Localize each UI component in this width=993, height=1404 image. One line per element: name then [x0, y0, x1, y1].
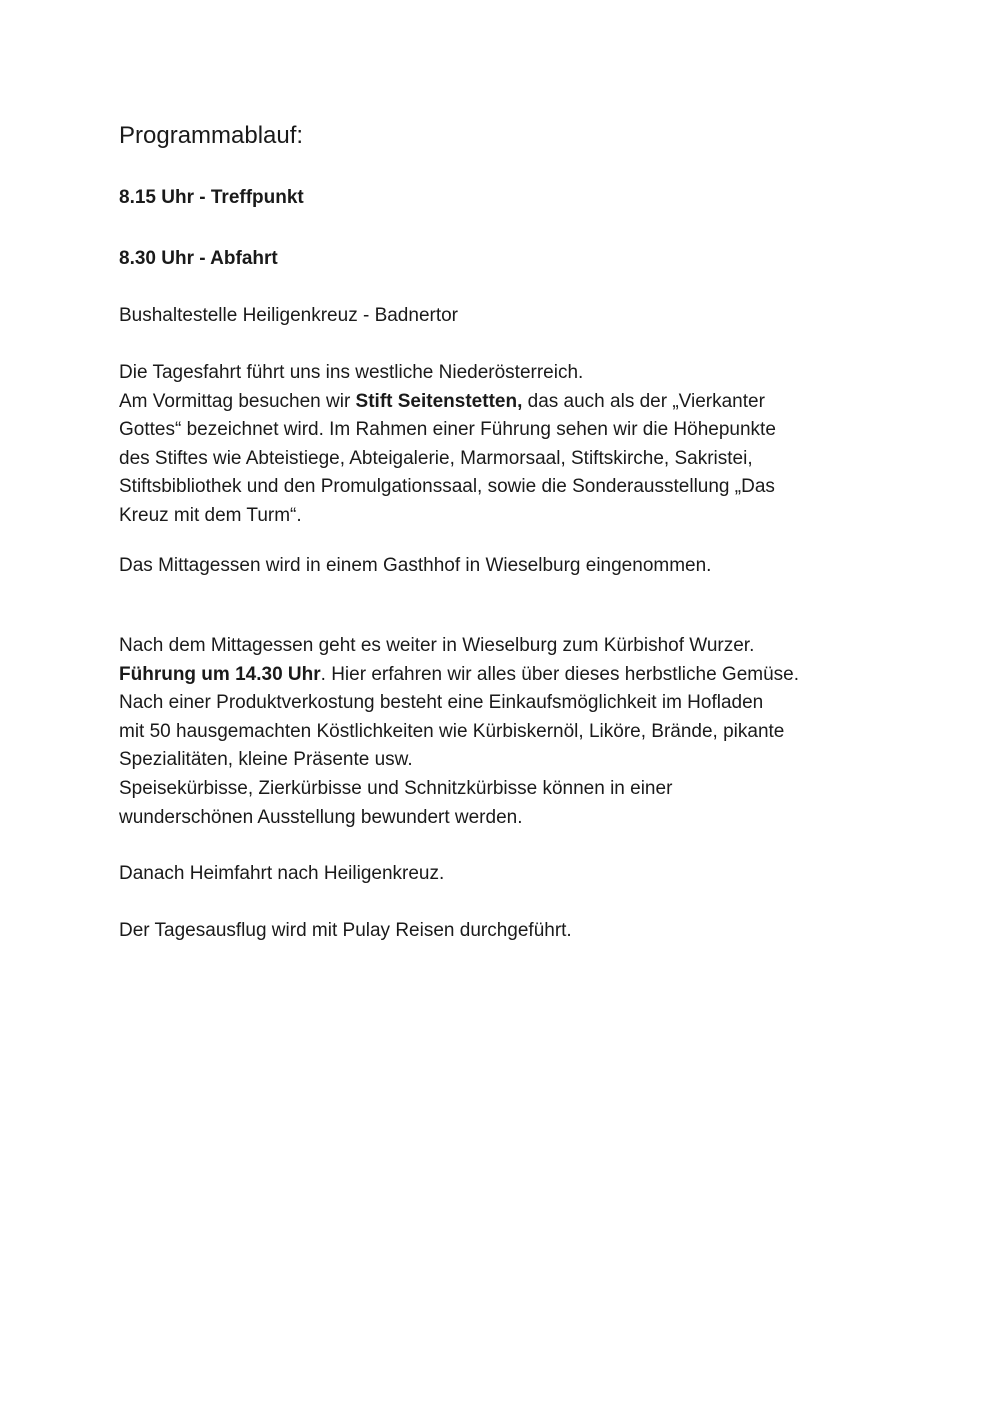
lunch-paragraph	[119, 552, 889, 581]
afternoon-line-4: mit 50 hausgemachten Köstlichkeiten wie Kürbiskernöl, Liköre, Brände, pikante	[119, 720, 785, 742]
morning-line-1: Die Tagesfahrt führt uns ins westliche Niederösterreich.	[119, 362, 584, 383]
operator-text: Der Tagesausflug wird mit Pulay Reisen durchgeführt.	[119, 920, 572, 941]
afternoon-line-1: Nach dem Mittagessen geht es weiter in Wieselburg zum Kürbishof Wurzer.	[119, 635, 755, 656]
morning-line-2-post: das auch als der „Vierkanter	[522, 390, 765, 412]
morning-line-6: Kreuz mit dem Turm“.	[119, 504, 302, 526]
tour-time: Führung um 14.30 Uhr	[119, 663, 321, 685]
afternoon-line-7: wunderschönen Ausstellung bewundert werden.	[119, 806, 523, 828]
meeting-time: 8.15 Uhr - Treffpunkt	[119, 187, 304, 208]
lunch-text: Das Mittagessen wird in einem Gasthhof in Wieselburg eingenommen.	[119, 555, 712, 576]
afternoon-line-5: Spezialitäten, kleine Präsente usw.	[119, 749, 413, 771]
return-paragraph	[119, 860, 889, 889]
operator-paragraph	[119, 917, 889, 946]
return-text: Danach Heimfahrt nach Heiligenkreuz.	[119, 863, 445, 884]
morning-line-4: des Stiftes wie Abteistiege, Abteigalerie, Marmorsaal, Stiftskirche, Sakristei,	[119, 447, 753, 469]
morning-line-2-pre: Am Vormittag besuchen wir	[119, 390, 356, 412]
afternoon-line-2-post: . Hier erfahren wir alles über dieses herbstliche Gemüse.	[320, 663, 800, 685]
morning-paragraph	[119, 359, 889, 531]
afternoon-line-2	[119, 661, 889, 690]
morning-line-3: Gottes“ bezeichnet wird. Im Rahmen einer Führung sehen wir die Höhepunkte	[119, 419, 776, 441]
page-title: Programmablauf:	[119, 122, 304, 149]
morning-line-2	[119, 388, 889, 417]
afternoon-paragraph	[119, 632, 889, 832]
afternoon-line-3: Nach einer Produktverkostung besteht eine Einkaufsmöglichkeit im Hofladen	[119, 692, 764, 714]
bus-stop-text: Bushaltestelle Heiligenkreuz - Badnertor	[119, 305, 459, 326]
afternoon-line-6: Speisekürbisse, Zierkürbisse und Schnitzkürbisse können in einer	[119, 777, 673, 799]
morning-line-5: Stiftsbibliothek und den Promulgationssaal, sowie die Sonderausstellung „Das	[119, 476, 775, 498]
bus-stop-paragraph	[119, 302, 889, 331]
departure-time: 8.30 Uhr - Abfahrt	[119, 248, 278, 269]
stift-name: Stift Seitenstetten,	[355, 390, 523, 412]
